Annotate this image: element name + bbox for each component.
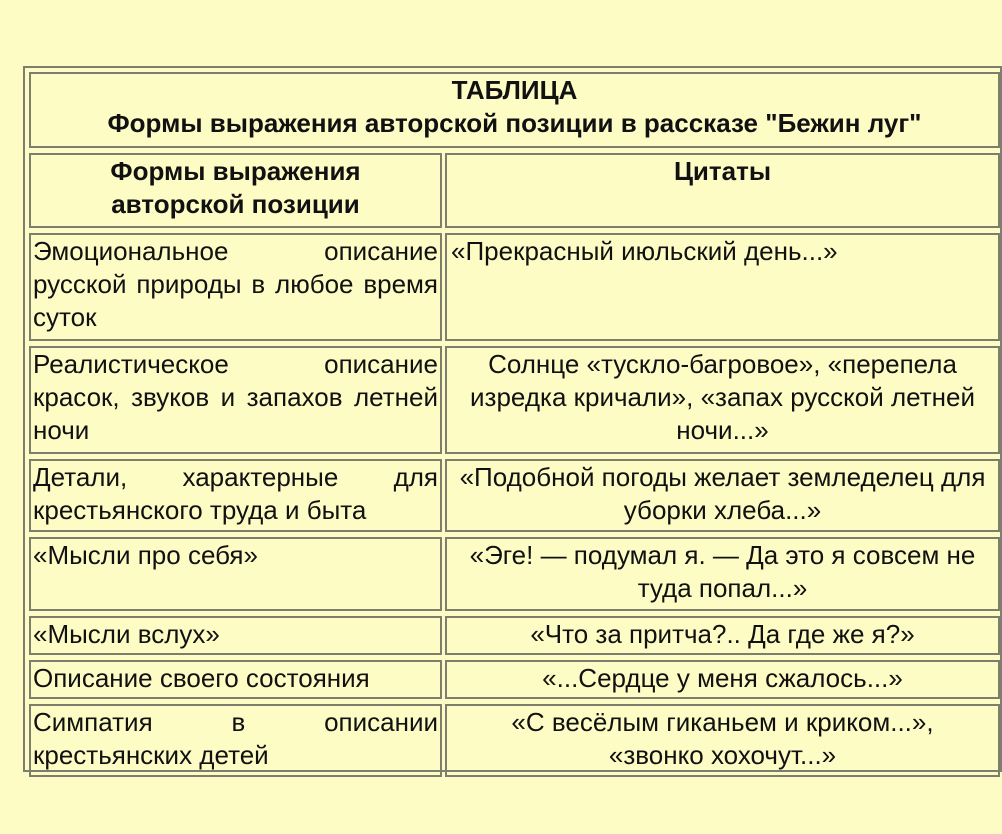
table-row (29, 660, 1000, 699)
table-row (29, 616, 1000, 655)
row-quote-cell: «...Сердце у меня сжалось...» (445, 660, 1000, 699)
table-row (29, 346, 1000, 454)
row-quote-cell: «Эге! — подумал я. — Да это я совсем не туда попал...» (445, 537, 1000, 611)
row-form-cell: Описание своего состояния (29, 660, 442, 699)
table-row (29, 233, 1000, 341)
row-form-cell: Симпатия в описании крестьянских детей (29, 704, 442, 777)
row-quote-cell: «С весёлым гиканьем и криком...», «звонко хохочут...» (445, 704, 1000, 777)
row-quote-cell: «Что за притча?.. Да где же я?» (445, 616, 1000, 655)
table-subtitle: Формы выражения авторской позиции в рассказе "Бежин луг" (107, 108, 922, 138)
author-position-table (29, 67, 1000, 782)
row-quote-cell: «Подобной погоды желает земледелец для уборки хлеба...» (445, 459, 1000, 532)
table-row (29, 704, 1000, 777)
row-form-cell: Эмоциональное описание русской природы в любое время суток (29, 233, 442, 341)
table-row (29, 537, 1000, 611)
table-title-cell (29, 72, 1000, 148)
row-form-cell: Реалистическое описание красок, звуков и запахов летней ночи (29, 346, 442, 454)
table-title-row (29, 72, 1000, 148)
header-forms: Формы выражения авторской позиции (29, 153, 442, 228)
table-row (29, 459, 1000, 532)
header-quotes: Цитаты (445, 153, 1000, 228)
row-form-cell: «Мысли про себя» (29, 537, 442, 611)
row-form-cell: «Мысли вслух» (29, 616, 442, 655)
row-quote-cell: «Прекрасный июльский день...» (445, 233, 1000, 341)
table-header-row (29, 153, 1000, 228)
row-form-cell: Детали, характерные для крестьянского труда и быта (29, 459, 442, 532)
row-quote-cell: Солнце «тускло-багровое», «перепела изредка кричали», «запах русской летней ночи...» (445, 346, 1000, 454)
author-position-table-frame (23, 66, 1002, 772)
table-title: ТАБЛИЦА (451, 75, 578, 105)
